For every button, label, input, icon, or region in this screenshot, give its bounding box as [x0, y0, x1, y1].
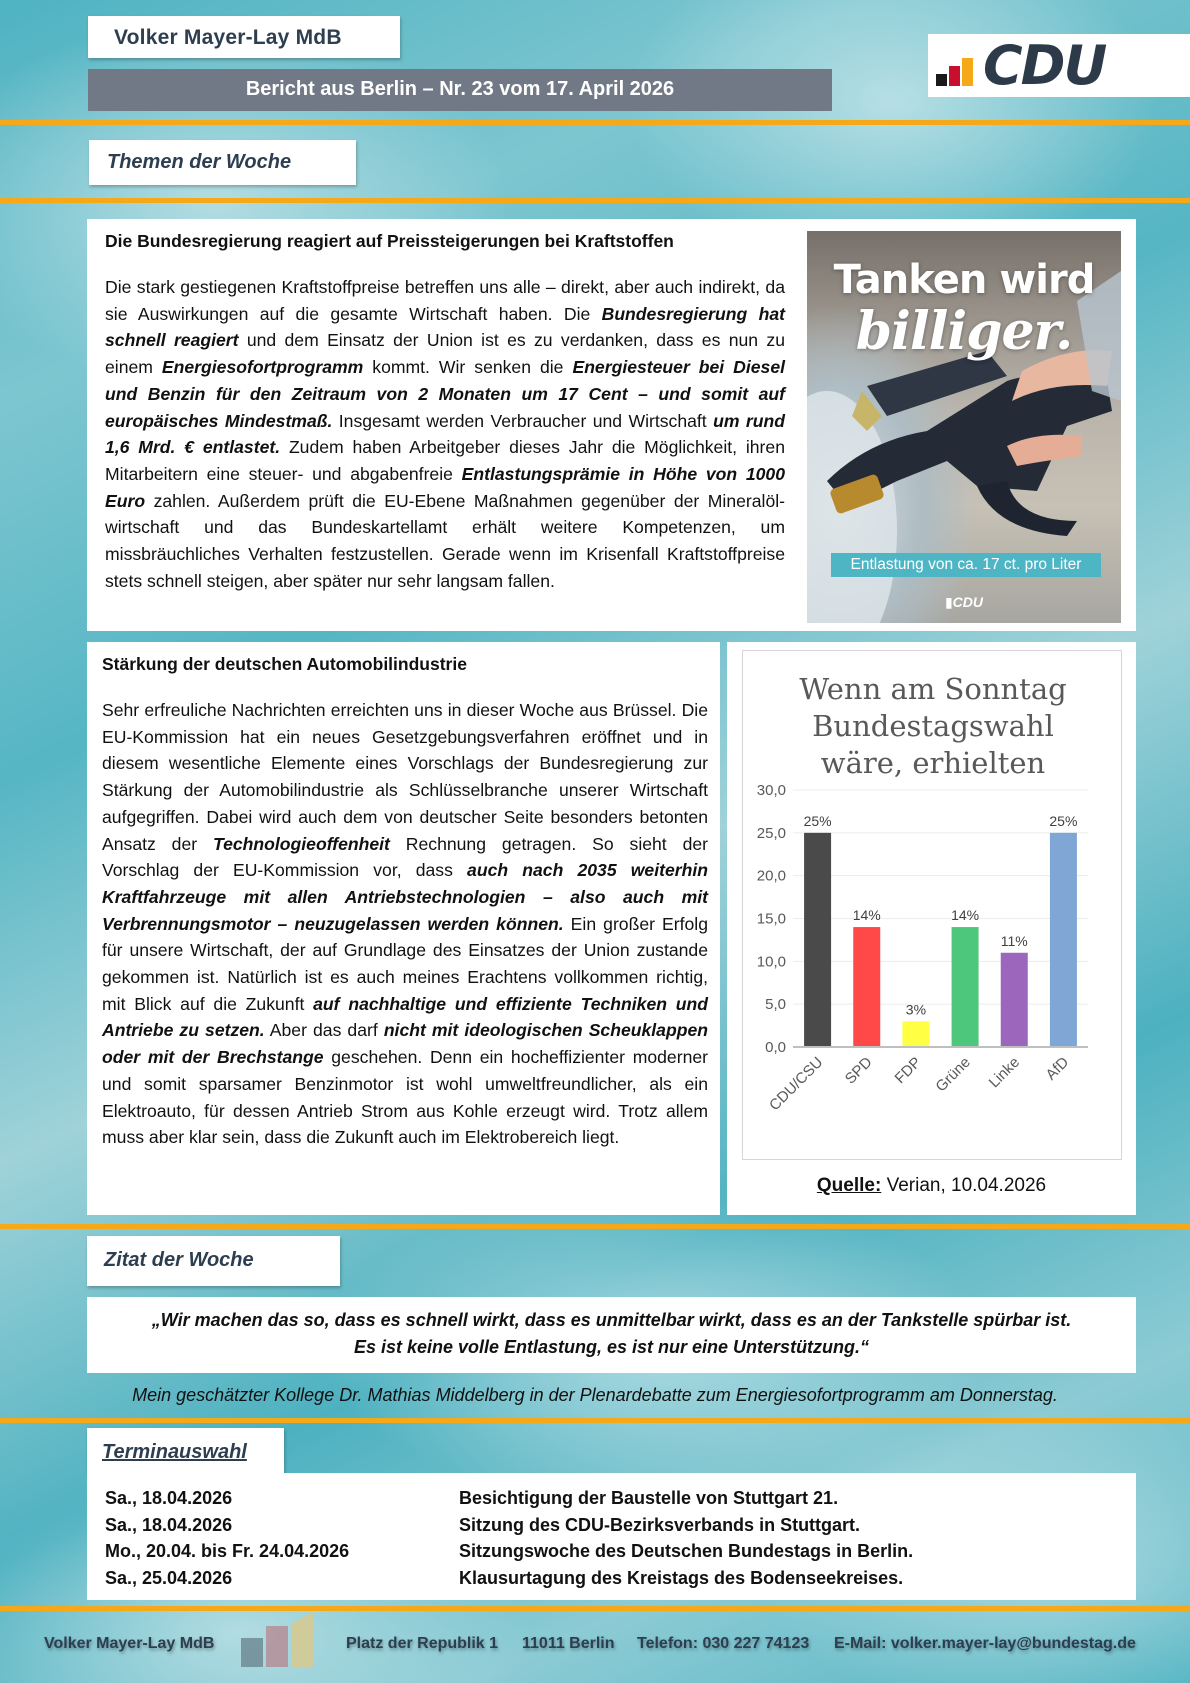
- appointment-date: Sa., 18.04.2026: [105, 1514, 233, 1535]
- footer-address: Platz der Republik 1: [346, 1635, 499, 1652]
- ad-caption: Entlastung von ca. 17 ct. pro Liter: [831, 553, 1101, 577]
- bar: [804, 833, 831, 1047]
- footer-city: 11011 Berlin: [522, 1635, 615, 1652]
- cdu-logo: [928, 34, 1190, 97]
- source-value: Verian, 10.04.2026: [881, 1175, 1047, 1196]
- quote-box: [87, 1297, 1136, 1373]
- footer-email[interactable]: E-Mail: volker.mayer-lay@bundestag.de: [834, 1635, 1136, 1652]
- body-text: Aber das darf: [264, 1020, 384, 1041]
- data-label: 3%: [905, 1001, 927, 1018]
- footer: [0, 1610, 1190, 1683]
- data-label: 25%: [1049, 812, 1078, 829]
- data-label: 25%: [803, 812, 832, 829]
- chart-title-line: wäre, erhielten: [820, 746, 1046, 780]
- bar: [1050, 833, 1077, 1047]
- x-tick-label: AfD: [1042, 1053, 1073, 1084]
- body-text: und dem Einsatz der Union ist es zu verdanken, dass es nun zu einem: [105, 330, 785, 378]
- body-text: kommt. Wir senken die: [363, 357, 573, 378]
- quote-line: „Wir machen das so, dass es schnell wirkt, dass es unmittelbar wirkt, dass es an der Tankstelle spürbar ist.: [151, 1310, 1072, 1330]
- footer-bars-icon: [241, 1612, 321, 1667]
- emphasis-text: Energiesteuer bei Diesel und Benzin für den Zeitraum von 2 Monaten um 17 Cent – und somit auf europäisches Mindestmaß.: [105, 357, 786, 431]
- appointments-list: [87, 1473, 1136, 1600]
- bar: [952, 927, 979, 1047]
- cdu-logo-bars-icon: [936, 56, 973, 86]
- appointment-row: [105, 1565, 1136, 1592]
- chart-frame: [742, 650, 1122, 1160]
- emphasis-text: Bundesregierung hat schnell reagiert: [105, 303, 785, 351]
- article-body: [102, 697, 708, 1151]
- body-text: Ein großer Erfolg für unsere Wirtschaft, der auf Grundlage des Einsatzes der Union zustande gekommen ist. Natürlich ist es auch meines Erachtens vollkommen richtig, mit Blick auf die Zukunft: [102, 913, 708, 1014]
- body-text: Rechnung getragen. So sieht der Vorschlag der EU-Kommission vor, dass: [102, 833, 708, 881]
- section-label-themen: Themen der Woche: [89, 140, 356, 185]
- x-tick-label: Grüne: [932, 1053, 974, 1096]
- poll-chart-panel: [727, 642, 1136, 1215]
- divider-line: [0, 1224, 1190, 1229]
- y-tick-label: 15,0: [756, 910, 786, 928]
- body-text: Insgesamt werden Verbraucher und Wirtschaft: [332, 410, 714, 431]
- x-tick-label: Linke: [985, 1053, 1024, 1092]
- termine-heading: Terminauswahl: [102, 1441, 247, 1463]
- fuel-ad-image: [807, 231, 1121, 623]
- bar-chart: [743, 651, 1123, 1161]
- appointment-row: [105, 1485, 1136, 1512]
- quote-attribution: Mein geschätzter Kollege Dr. Mathias Middelberg in der Plenardebatte zum Energiesofortprogramm am Donnerstag.: [132, 1385, 1058, 1405]
- author-name: Volker Mayer-Lay MdB: [88, 16, 400, 58]
- section-label-termine: [87, 1428, 284, 1473]
- quote-line: Es ist keine volle Entlastung, es ist nur eine Unterstützung.“: [353, 1336, 870, 1357]
- appointment-row: [105, 1512, 1136, 1539]
- article-title: Die Bundesregierung reagiert auf Preissteigerungen bei Kraftstoffen: [105, 231, 674, 251]
- body-text: Sehr erfreuliche Nachrichten erreichten uns in dieser Woche aus Brüssel. Die EU-Kommission hat ein neues Gesetzgebungsverfahren eröffnet und in diesem wesentliche Elemente eines Vorschlags der Bundesregierung zur Stärkung der Automobilindustrie als Schlüsselbranche unserer Wirtschaft aufgegriffen. Dabei wird auch dem von deutscher Seite besonders betonten Ansatz der: [102, 700, 708, 854]
- article-automotive: [87, 642, 720, 1215]
- emphasis-text: auf nachhaltige und effiziente Techniken und Antriebe zu setzen.: [102, 993, 708, 1041]
- data-label: 14%: [951, 907, 980, 924]
- emphasis-text: Technologieoffenheit: [212, 833, 390, 854]
- cdu-logo-text: CDU: [983, 33, 1106, 97]
- body-text: Die stark gestiegenen Kraftstoffpreise betreffen uns alle – direkt, aber auch indirekt, da sie Auswirkungen auf die gesamte Wirtschaft haben. Die: [105, 277, 785, 324]
- y-tick-label: 5,0: [765, 996, 786, 1014]
- y-tick-label: 20,0: [756, 867, 786, 885]
- x-tick-label: CDU/CSU: [766, 1053, 827, 1115]
- appointment-row: [105, 1538, 1136, 1565]
- y-tick-label: 10,0: [756, 953, 786, 971]
- emphasis-text: Energiesofortprogramm: [161, 357, 364, 378]
- bar: [1001, 953, 1028, 1047]
- y-tick-label: 25,0: [756, 824, 786, 842]
- body-text: geschehen. Denn ein hocheffizienter moderner und somit sparsamer Benzinmotor ist wohl umweltfreundlicher, als ein Elektroauto, für dessen Antrieb Strom aus Kohle erzeugt wird. Trotz allem muss aber klar sein, dass die Zukunft auch im Elektrobereich liegt.: [102, 1047, 708, 1148]
- data-label: 14%: [852, 907, 881, 924]
- section-label-zitat: Zitat der Woche: [87, 1236, 340, 1286]
- ad-headline: Tanken wird: [833, 257, 1095, 303]
- footer-name: Volker Mayer-Lay MdB: [44, 1635, 215, 1652]
- chart-source: [727, 1175, 1136, 1197]
- appointment-event: Klausurtagung des Kreistags des Bodenseekreises.: [459, 1567, 904, 1588]
- bar: [902, 1021, 929, 1047]
- y-tick-label: 0,0: [765, 1039, 786, 1056]
- emphasis-text: nicht mit ideologischen Scheuklappen oder mit der Brechstange: [102, 1020, 708, 1068]
- appointment-date: Mo., 20.04. bis Fr. 24.04.2026: [105, 1541, 350, 1561]
- article-body: [105, 274, 785, 594]
- appointment-event: Besichtigung der Baustelle von Stuttgart 21.: [459, 1488, 839, 1508]
- appointment-event: Sitzungswoche des Deutschen Bundestags in Berlin.: [459, 1541, 914, 1561]
- x-tick-label: SPD: [841, 1053, 876, 1088]
- ad-headline-italic: billiger.: [855, 301, 1073, 362]
- chart-title-line: Bundestagswahl: [812, 709, 1054, 743]
- x-tick-label: FDP: [891, 1053, 925, 1088]
- footer-phone: Telefon: 030 227 74123: [637, 1635, 810, 1652]
- article-title: Stärkung der deutschen Automobilindustrie: [102, 654, 467, 674]
- data-label: 11%: [1000, 932, 1028, 949]
- y-tick-label: 30,0: [756, 782, 786, 799]
- appointment-event: Sitzung des CDU-Bezirksverbands in Stuttgart.: [459, 1514, 861, 1535]
- divider-line: [0, 1418, 1190, 1423]
- appointment-date: Sa., 18.04.2026: [105, 1488, 233, 1508]
- ad-cdu-logo: ▮CDU: [944, 594, 984, 610]
- chart-title-line: Wenn am Sonntag: [799, 672, 1067, 706]
- emphasis-text: auch nach 2035 weiterhin Kraftfahrzeuge mit allen Antriebstechnologien – also auch mit Verbrennungsmotor – neuzugelassen werden können.: [102, 860, 708, 934]
- divider-line: [0, 198, 1190, 203]
- report-title: Bericht aus Berlin – Nr. 23 vom 17. April 2026: [88, 69, 832, 111]
- body-text: zahlen. Außerdem prüft die EU-Ebene Maßnahmen gegenüber der Mineralölwirtschaft und das Bundeskartellamt erhält weitere Kompetenzen, um missbräuchliches Verhalten festzustellen. Gerade wenn im Krisenfall Kraftstoffpreise stets schnell steigen, aber später nur sehr langsam fallen.: [105, 490, 785, 591]
- body-text: Zudem haben Arbeitgeber dieses Jahr die Möglichkeit, ihren Mitarbeitern eine steuer- und abgabenfreie: [105, 437, 785, 484]
- appointment-date: Sa., 25.04.2026: [105, 1567, 233, 1588]
- emphasis-text: um rund 1,6 Mrd. € entlastet.: [105, 410, 785, 458]
- source-label: Quelle:: [816, 1175, 882, 1196]
- emphasis-text: Entlastungsprämie in Höhe von 1000 Euro: [105, 463, 785, 511]
- divider-line: [0, 120, 1190, 125]
- bar: [853, 927, 880, 1047]
